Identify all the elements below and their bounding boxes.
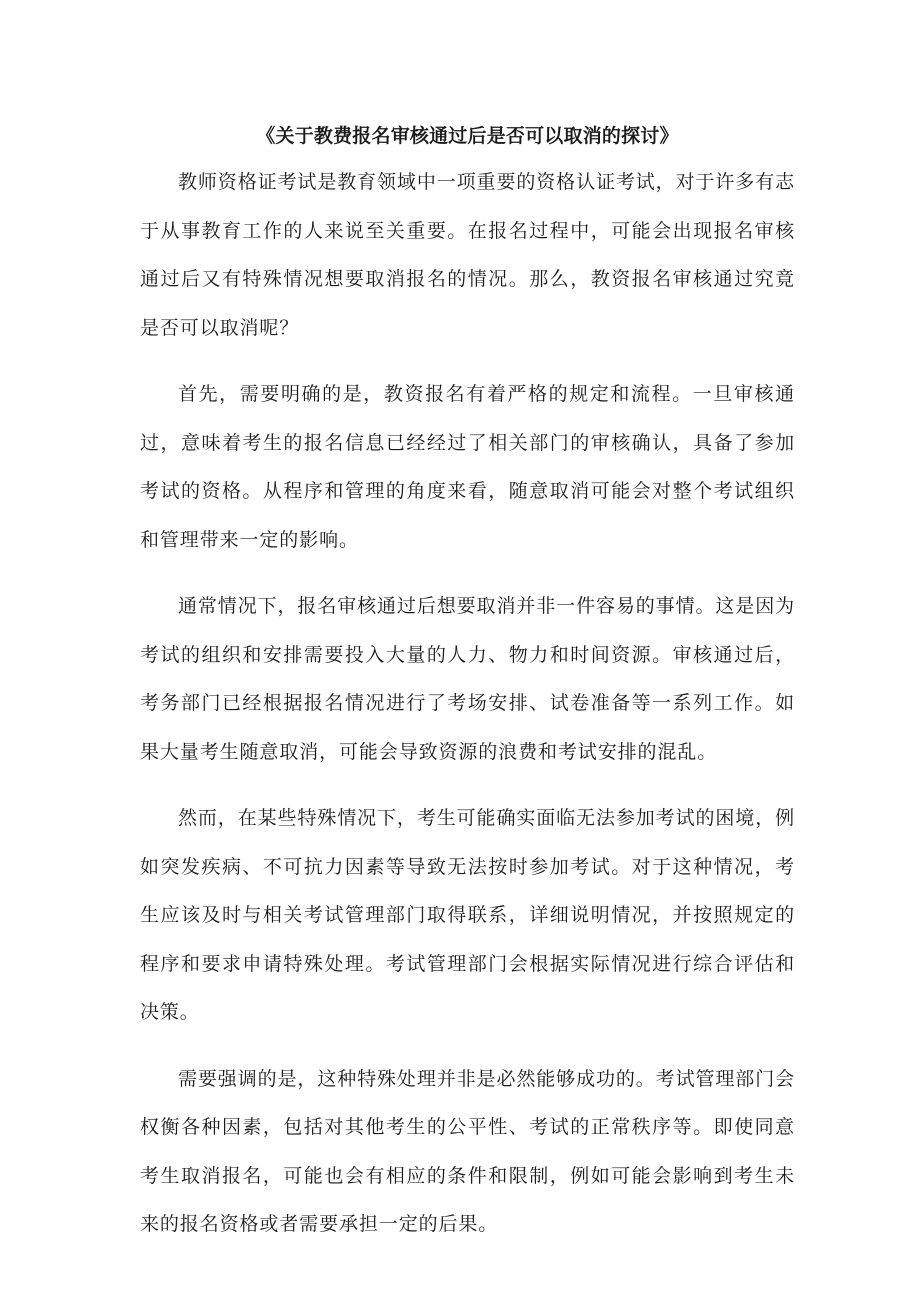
paragraph-difficulty: 通常情况下，报名审核通过后想要取消并非一件容易的事情。这是因为考试的组织和安排需要投入大量的人力、物力和时间资源。审核通过后，考务部门已经根据报名情况进行了考场安排、试卷准备等一系列工作。如果大量考生随意取消，可能会导致资源的浪费和考试安排的混乱。 [140, 595, 795, 763]
paragraph-intro: 教师资格证考试是教育领域中一项重要的资格认证考试，对于许多有志于从事教育工作的人来说至关重要。在报名过程中，可能会出现报名审核通过后又有特殊情况想要取消报名的情况。那么，教资报名审核通过究竟是否可以取消呢？ [140, 171, 795, 339]
document-page [140, 118, 795, 1249]
paragraph-rules: 首先，需要明确的是，教资报名有着严格的规定和流程。一旦审核通过，意味着考生的报名信息已经经过了相关部门的审核确认，具备了参加考试的资格。从程序和管理的角度来看，随意取消可能会对整个考试组织和管理带来一定的影响。 [140, 383, 795, 551]
paragraph-conclusion: 需要强调的是，这种特殊处理并非是必然能够成功的。考试管理部门会权衡各种因素，包括对其他考生的公平性、考试的正常秩序等。即使同意考生取消报名，可能也会有相应的条件和限制，例如可能会影响到考生未来的报名资格或者需要承担一定的后果。 [140, 1067, 795, 1235]
paragraph-special-cases: 然而，在某些特殊情况下，考生可能确实面临无法参加考试的困境，例如突发疾病、不可抗力因素等导致无法按时参加考试。对于这种情况，考生应该及时与相关考试管理部门取得联系，详细说明情况，并按照规定的程序和要求申请特殊处理。考试管理部门会根据实际情况进行综合评估和决策。 [140, 807, 795, 1023]
document-title: 《关于教费报名审核通过后是否可以取消的探讨》 [256, 125, 679, 147]
